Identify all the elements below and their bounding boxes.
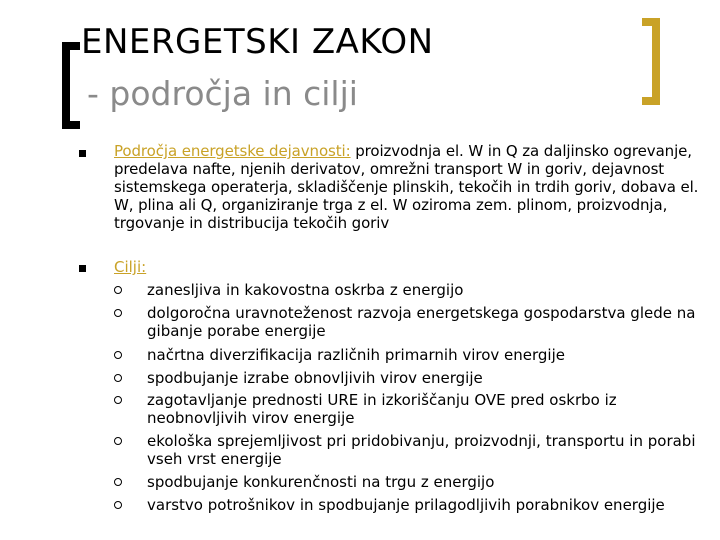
goal-text: spodbujanje izrabe obnovljivih virov energije [147, 369, 483, 387]
circle-bullet-icon [114, 351, 122, 359]
goal-text: načrtna diverzifikacija različnih primarnih virov energije [147, 346, 566, 364]
goals-link[interactable]: Cilji: [114, 258, 147, 276]
point-areas [114, 142, 714, 232]
right-bracket-bottom [642, 97, 660, 105]
goal-text: zagotavljanje prednosti URE in izkoriščanju OVE pred oskrbo iz neobnovljivih virov energije [147, 391, 617, 427]
areas-text: proizvodnja el. W in Q za daljinsko ogrevanje, predelava nafte, njenih derivatov, omrežni transport W in goriv, dejavnost sistemskega operaterja, skladiščenje plinskih, tekočih in trdih goriv, dobava el. W, plina ali Q, organiziranje trga z el. W oziroma zem. plinom, proizvodnja, trgovanje in distribucija tekočih goriv [114, 142, 699, 232]
circle-bullet-icon [114, 501, 122, 509]
square-bullet-icon [79, 150, 86, 157]
circle-bullet-icon [114, 286, 122, 294]
areas-link[interactable]: Področja energetske dejavnosti: [114, 142, 351, 160]
square-bullet-icon [79, 265, 86, 272]
goal-text: zanesljiva in kakovostna oskrba z energijo [147, 281, 464, 299]
circle-bullet-icon [114, 396, 122, 404]
right-bracket-decoration [652, 18, 660, 105]
circle-bullet-icon [114, 374, 122, 382]
left-bracket-decoration [62, 42, 70, 129]
circle-bullet-icon [114, 478, 122, 486]
left-bracket-top [62, 42, 80, 50]
slide-title: ENERGETSKI ZAKON [81, 22, 434, 62]
goal-text: varstvo potrošnikov in spodbujanje prilagodljivih porabnikov energije [147, 496, 665, 514]
goal-text: dolgoročna uravnoteženost razvoja energetskega gospodarstva glede na gibanje porabe energije [147, 304, 696, 340]
right-bracket-top [642, 18, 660, 26]
circle-bullet-icon [114, 437, 122, 445]
left-bracket-bottom [62, 121, 80, 129]
goal-text: ekološka sprejemljivost pri pridobivanju, proizvodnji, transportu in porabi vseh vrst energije [147, 432, 696, 468]
circle-bullet-icon [114, 309, 122, 317]
point-goals [114, 258, 714, 276]
slide-subtitle: - področja in cilji [87, 74, 358, 113]
goal-text: spodbujanje konkurenčnosti na trgu z energijo [147, 473, 495, 491]
